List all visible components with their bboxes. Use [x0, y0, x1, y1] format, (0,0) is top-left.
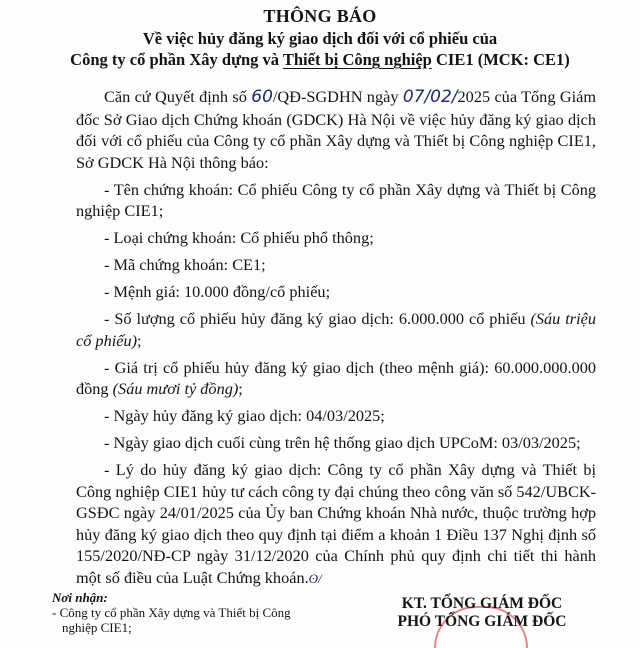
recipients-label: Nơi nhận:: [52, 590, 108, 605]
item-ma-chung-khoan: - Mã chứng khoán: CE1;: [104, 255, 266, 274]
intro-text3: 2025 của Tổng Giám đốc Sở Giao dịch Chứng khoán (GDCK) Hà Nội về việc hủy đăng ký giao dịch đối với cổ phiếu của Công ty cổ phần Xây dựng và Thiết bị Công nghiệp CIE1, Sở GDCK Hà Nội thông báo:: [76, 87, 596, 172]
so-luong-end: ;: [137, 330, 142, 350]
document-header: [0, 4, 640, 70]
document-body: [76, 86, 596, 595]
item-ten-chung-khoan: - Tên chứng khoán: Cổ phiếu Công ty cổ phần Xây dựng và Thiết bị Công nghiệp CIE1;: [76, 179, 596, 220]
document-title: THÔNG BÁO: [263, 6, 377, 26]
document-subtitle-line1: Về việc hủy đăng ký giao dịch đối với cổ phiếu của: [142, 29, 498, 48]
item-so-luong: [76, 308, 596, 351]
signer-line1: KT. TỔNG GIÁM ĐỐC: [401, 595, 563, 612]
so-luong-text: - Số lượng cổ phiếu hủy đăng ký giao dịch: 6.000.000 cổ phiếu: [104, 309, 531, 328]
handwritten-decision-date: 07/02/: [402, 87, 458, 107]
item-menh-gia: - Mệnh giá: 10.000 đồng/cổ phiếu;: [104, 282, 331, 301]
ly-do-text: - Lý do hủy đăng ký giao dịch: Công ty cổ phần Xây dựng và Thiết bị Công nghiệp CIE1 hủy tư cách công ty đại chúng theo công văn số 542/UBCK-GSĐC ngày 24/01/2025 của Ủy ban Chứng khoán Nhà nước, thuộc trường hợp hủy đăng ký giao dịch theo quy định tại điểm a khoản 1 Điều 137 Nghị định số 155/2020/NĐ-CP ngày 31/12/2020 của Chính phủ quy định chi tiết thi hành một số điều của Luật Chứng khoán.: [76, 460, 596, 587]
item-ngay-huy: - Ngày hủy đăng ký giao dịch: 04/03/2025;: [104, 406, 385, 425]
subtitle-pre: Công ty cổ phần Xây dựng và: [70, 50, 283, 69]
intro-paragraph: [76, 86, 596, 173]
recipient-item: - Công ty cổ phần Xây dựng và Thiết bị Công: [52, 605, 291, 620]
recipient-item-continuation: nghiệp CIE1;: [62, 620, 132, 635]
intro-text2: /QĐ-SGDHN ngày: [272, 87, 403, 106]
intro-text1: Căn cứ Quyết định số: [104, 87, 252, 106]
gia-tri-words: (Sáu mươi tỷ đồng): [112, 379, 239, 398]
item-ngay-giao-dich-cuoi: - Ngày giao dịch cuối cùng trên hệ thống giao dịch UPCoM: 03/03/2025;: [104, 433, 581, 452]
subtitle-underlined: Thiết bị Công nghiệp: [282, 50, 432, 69]
handwritten-decision-number: 60: [251, 87, 273, 107]
document-subtitle-line2: [0, 49, 640, 70]
item-gia-tri: [76, 357, 596, 400]
signer-block: [372, 595, 592, 631]
recipients-block: [52, 590, 291, 635]
item-ly-do: [76, 459, 596, 589]
ly-do-handwritten-mark: ʘ/: [308, 570, 322, 586]
item-loai-chung-khoan: - Loại chứng khoán: Cổ phiếu phổ thông;: [104, 228, 374, 247]
gia-tri-end: ;: [238, 379, 243, 398]
so-luong-words: (Sáu triệu cổ phiếu): [76, 309, 596, 350]
signer-line2: PHÓ TỔNG GIÁM ĐỐC: [397, 613, 567, 630]
subtitle-post: CIE1 (MCK: CE1): [431, 50, 570, 69]
gia-tri-text: - Giá trị cổ phiếu hủy đăng ký giao dịch (theo mệnh giá): 60.000.000.000 đồng: [76, 357, 596, 398]
